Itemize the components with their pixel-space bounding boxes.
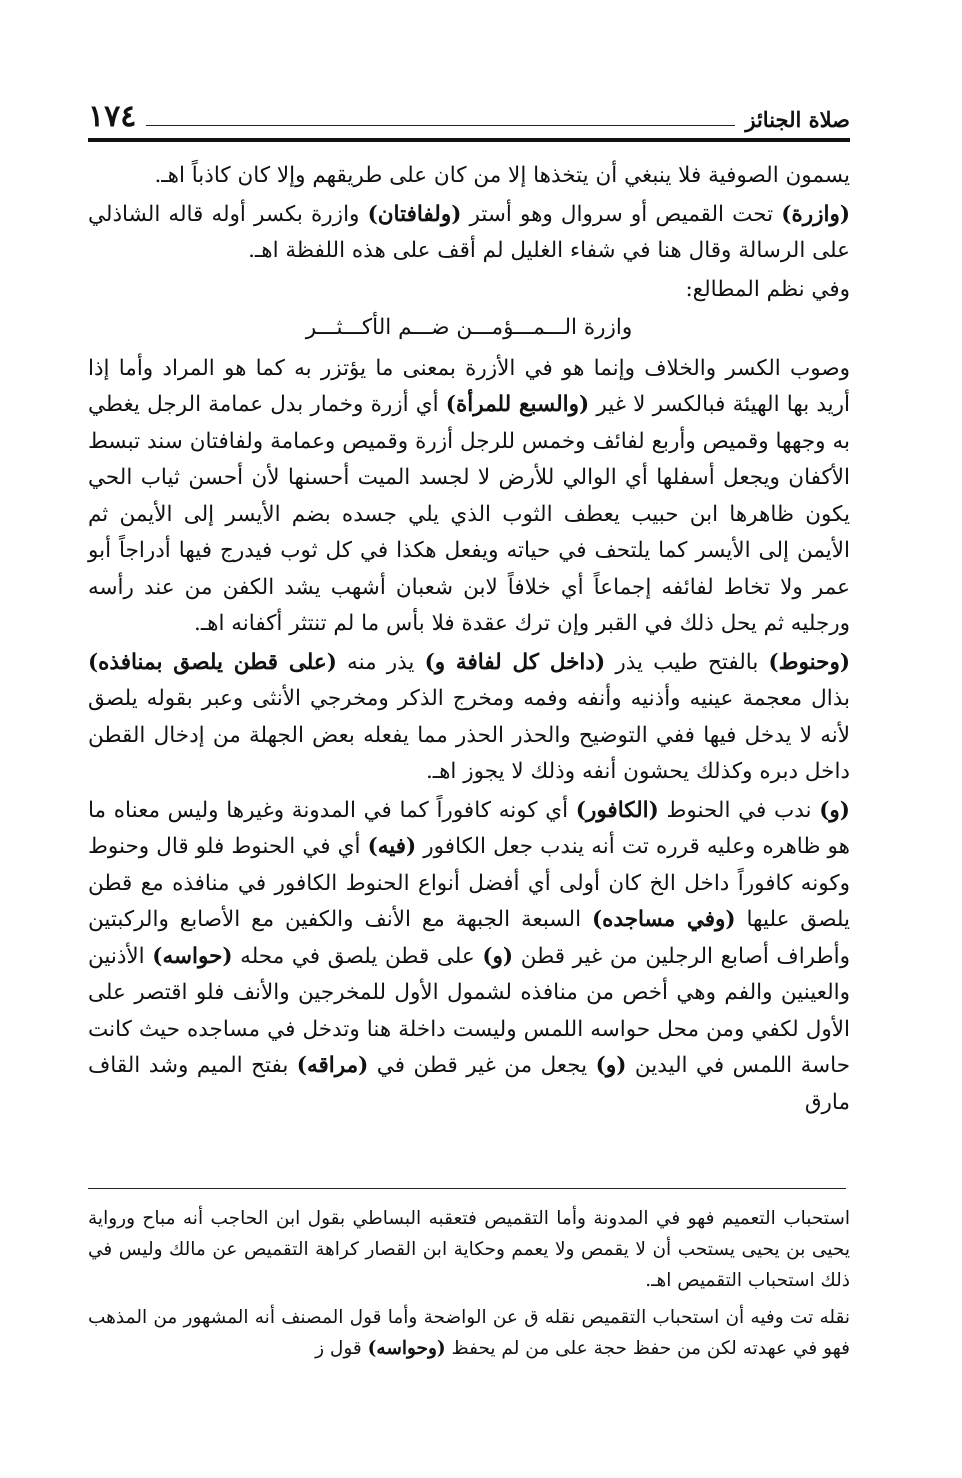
page-number: ١٧٤ — [88, 99, 137, 134]
paragraph-3: وفي نظم المطالع: — [685, 276, 850, 302]
running-title: صلاة الجنائز — [745, 107, 850, 132]
paragraph-6: (و) ندب في الحنوط (الكافور) أي كونه كافوراً كما في المدونة وغيرها وليس معناه ما هو ظاهره وعليه قرره تت أنه يندب جعل الكافور (فيه) أي في الحنوط فلو قال وحنوط وكونه كافوراً داخل الخ كان أولى أي أفضل أنواع الحنوط الكافور في منافذه مع قطن يلصق عليها (وفي مساجده) السبعة الجبهة مع الأنف والكفين مع الأصابع والركبتين وأطراف أصابع الرجلين من غير قطن (و) على قطن يلصق في محله (حواسه) الأذنين والعينين والفم وهي أخص من منافذه لشمول الأول للمخرجين والأنف فلو اقتصر على الأول لكفي ومن محل حواسه اللمس وليست داخلة هنا وتدخل في مساجده حيث كانت حاسة اللمس في اليدين (و) يجعل من غير قطن في (مراقه) بفتح الميم وشد القاف مارق — [88, 797, 851, 1115]
paragraph-2: (وازرة) تحت القميص أو سروال وهو أستر (ولفافتان) وازرة بكسر أوله قاله الشاذلي على الرسالة وقال هنا في شفاء الغليل لم أقف على هذه اللفظة اهـ. — [88, 201, 850, 263]
footnote-1: استحباب التعميم فهو في المدونة وأما التقميص فتعقبه البساطي بقول ابن الحاجب أنه مباح ورواية يحيى بن يحيى يستحب أن لا يقمص ولا يعمم وحكاية ابن القصار كراهة التقميص عن مالك وليس في ذلك استحباب التقميص اهـ. — [88, 1208, 850, 1291]
page-header — [88, 98, 850, 132]
paragraph-4: وصوب الكسر والخلاف وإنما هو في الأزرة بمعنى ما يؤتزر به كما هو المراد وأما إذا أريد بها الهيئة فبالكسر لا غير (والسبع للمرأة) أي أزرة وخمار بدل عمامة الرجل يغطي به وجهها وقميص وأربع لفائف وخمس للرجل أزرة وقميص وعمامة ولفافتان سند تبسط الأكفان ويجعل أسفلها أي الوالي للأرض لا لجسد الميت أحسنها لأن أحسن ثياب الحي يكون ظاهرها ابن حبيب يعطف الثوب الذي يلي جسده بضم الأيسر إلى الأيمن ثم الأيمن إلى الأيسر كما يلتحف في حياته ويفعل هكذا في كل ثوب فيدرج فيها أدراجاً أبو عمر ولا تخاط لفائفه إجماعاً أي خلافاً لابن شعبان أشهب يشد الكفن من عند رأسه ورجليه ثم يحل ذلك في القبر وإن ترك عقدة فلا بأس ما لم تنتثر أكفانه اهـ. — [88, 355, 850, 636]
main-text — [88, 158, 850, 1123]
header-rule — [88, 138, 850, 142]
paragraph-1: يسمون الصوفية فلا ينبغي أن يتخذها إلا من كان على طريقهم وإلا كان كاذباً اهـ. — [154, 163, 850, 188]
paragraph-5: (وحنوط) بالفتح طيب يذر (داخل كل لفافة و) يذر منه (على قطن يلصق بمنافذه) بذال معجمة عينيه وأذنيه وأنفه وفمه ومخرج الذكر ومخرجي الأنثى وعبر بقوله يلصق لأنه لا يدخل فيها ففي التوضيح والحذر الحذر مما يفعله بعض الجهلة من إدخال القطن داخل دبره وكذلك يحشون أنفه وذلك لا يجوز اهـ. — [88, 649, 850, 784]
footnote-2: نقله تت وفيه أن استحباب التقميص نقله ق عن الواضحة وأما قول المصنف أنه المشهور من المذهب فهو في عهدته لكن من حفظ حجة على من لم يحفظ (وحواسه) قول ز — [88, 1307, 850, 1359]
footnote-separator — [88, 1188, 846, 1189]
footnotes — [88, 1203, 850, 1370]
header-dash-line — [146, 125, 735, 126]
verse-line: وازرة الـــمـــؤمـــن ضـــم الأكـــثـــر — [305, 315, 633, 340]
